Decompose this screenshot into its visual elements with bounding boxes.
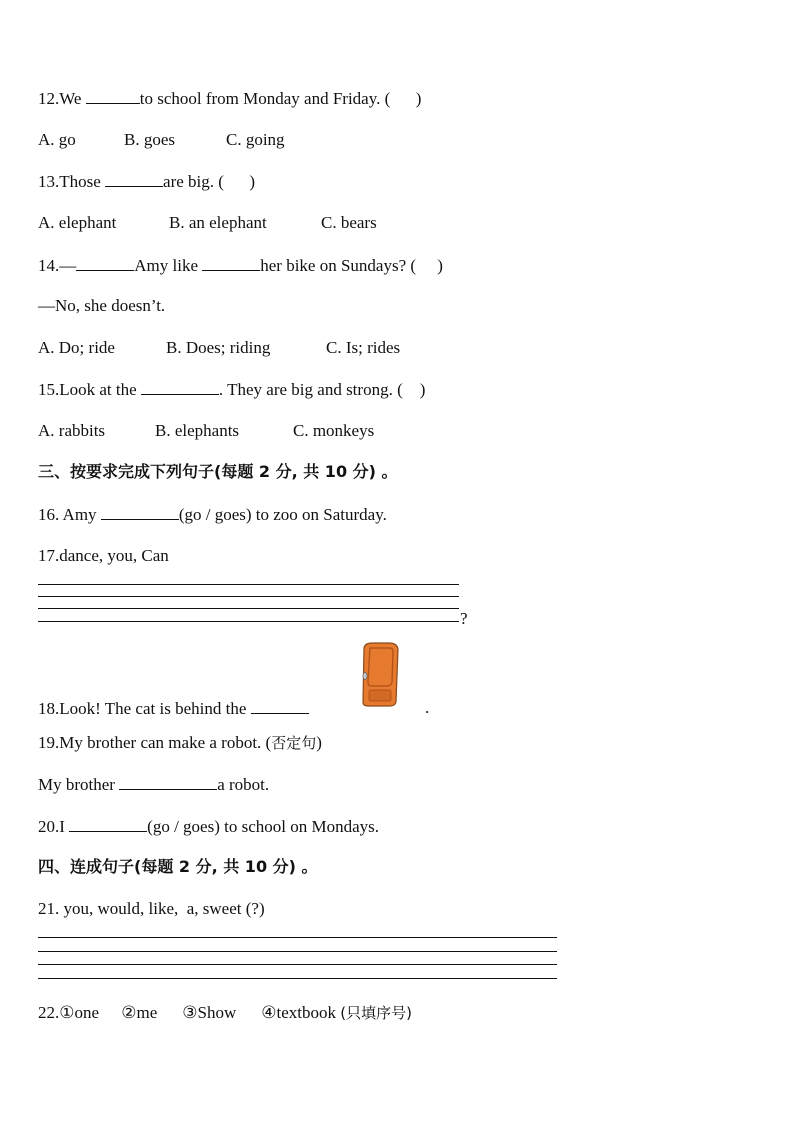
- answer-blank[interactable]: [105, 171, 163, 187]
- option-b[interactable]: B. goes: [124, 130, 175, 149]
- answer-blank[interactable]: [76, 255, 134, 271]
- answer-blank[interactable]: [69, 816, 147, 832]
- option-c[interactable]: C. Is; rides: [326, 338, 401, 357]
- question-12-options: [38, 130, 285, 150]
- question-14-options: [38, 338, 400, 358]
- answer-line[interactable]: [38, 596, 459, 597]
- question-16: 16. Amy (go / goes) to zoo on Saturday.: [38, 505, 387, 524]
- door-picture: [356, 642, 402, 708]
- question-19-answer: My brother a robot.: [38, 775, 270, 794]
- word-option-3: ③Show: [182, 1003, 237, 1022]
- question-12: 12.We to school from Monday and Friday. ( ): [38, 89, 422, 108]
- answer-line[interactable]: [38, 621, 459, 622]
- answer-blank[interactable]: [141, 379, 219, 395]
- option-a[interactable]: A. go: [38, 130, 76, 149]
- option-a[interactable]: A. elephant: [38, 213, 117, 232]
- answer-blank[interactable]: [119, 774, 217, 790]
- question-21: 21. you, would, like, a, sweet (?): [38, 899, 265, 918]
- answer-blank[interactable]: [202, 255, 260, 271]
- question-13: 13.Those are big. ( ): [38, 172, 256, 191]
- answer-blank[interactable]: [86, 88, 140, 104]
- question-14-response: —No, she doesn’t.: [38, 296, 166, 315]
- answer-blank[interactable]: [101, 504, 179, 520]
- answer-line[interactable]: [38, 937, 557, 938]
- question-20: 20.I (go / goes) to school on Mondays.: [38, 817, 380, 836]
- question-15: 15.Look at the . They are big and strong. ( ): [38, 380, 426, 399]
- question-15-options: [38, 421, 374, 441]
- option-c[interactable]: C. monkeys: [293, 421, 375, 440]
- answer-blank[interactable]: [251, 698, 309, 714]
- answer-line[interactable]: [38, 608, 459, 609]
- option-c[interactable]: C. bears: [321, 213, 377, 232]
- option-c[interactable]: C. going: [226, 130, 285, 149]
- answer-line[interactable]: [38, 964, 557, 965]
- door-icon: [356, 642, 402, 708]
- question-18: 18.Look! The cat is behind the: [38, 698, 309, 719]
- question-22: 22.①one ②me ③Show ④textbook (只填序号): [38, 1003, 412, 1022]
- word-option-2: ②me: [121, 1003, 158, 1022]
- question-14: 14.— Amy like her bike on Sundays? ( ): [38, 256, 443, 275]
- answer-line[interactable]: [38, 978, 557, 979]
- section-3-heading: 三、按要求完成下列句子(每题 2 分, 共 10 分) 。: [38, 462, 398, 481]
- question-mark: ?: [460, 609, 468, 628]
- option-b[interactable]: B. Does; riding: [166, 338, 271, 357]
- question-13-options: [38, 213, 377, 233]
- answer-line[interactable]: [38, 951, 557, 952]
- question-19: 19.My brother can make a robot. (否定句): [38, 733, 322, 752]
- option-a[interactable]: A. rabbits: [38, 421, 106, 440]
- option-b[interactable]: B. elephants: [155, 421, 240, 440]
- sentence-period: .: [425, 698, 430, 717]
- word-option-1: ①one: [59, 1003, 100, 1022]
- section-4-heading: 四、连成句子(每题 2 分, 共 10 分) 。: [38, 857, 318, 876]
- option-a[interactable]: A. Do; ride: [38, 338, 115, 357]
- option-b[interactable]: B. an elephant: [169, 213, 267, 232]
- question-17: 17.dance, you, Can: [38, 546, 169, 565]
- answer-line[interactable]: [38, 584, 459, 585]
